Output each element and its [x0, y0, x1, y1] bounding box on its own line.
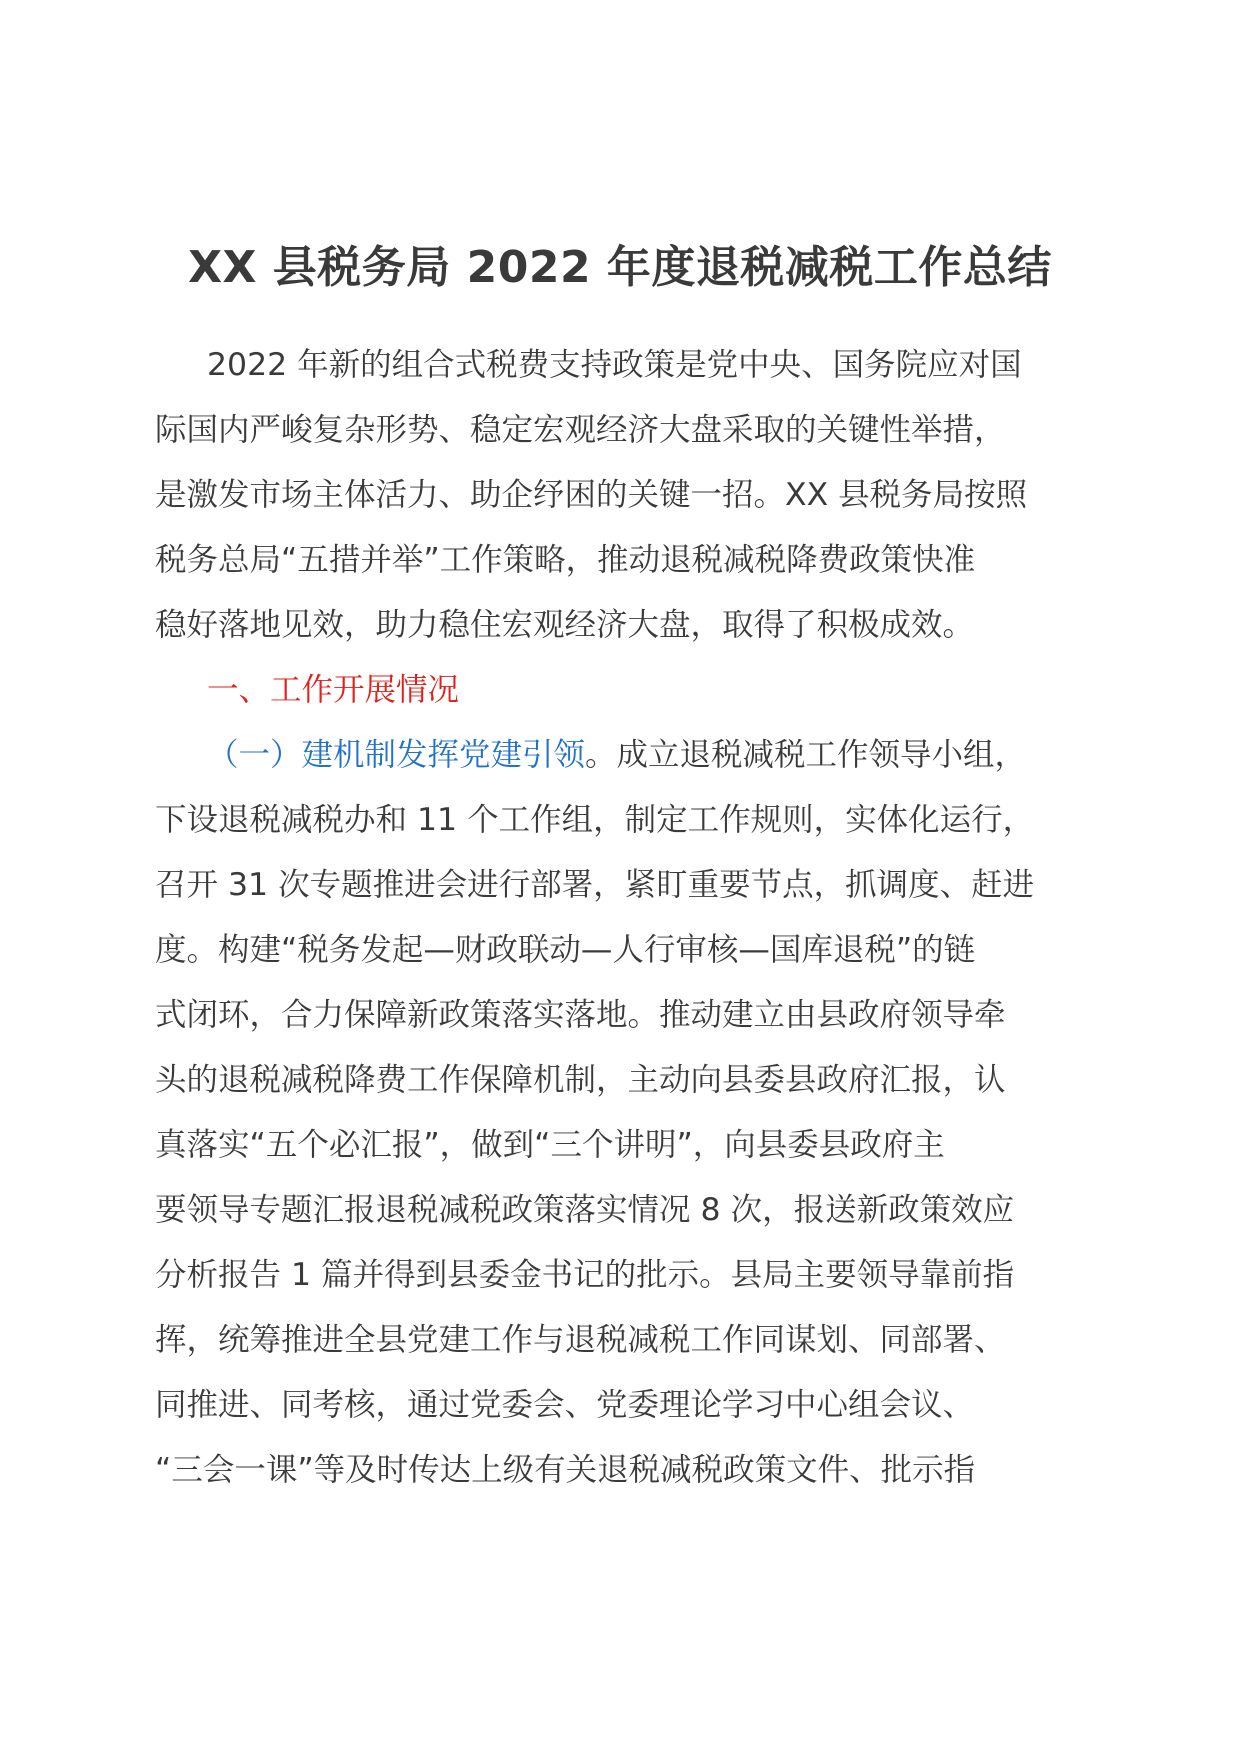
document-title: XX 县税务局 2022 年度退税减税工作总结: [188, 242, 1052, 293]
intro-line: 是激发市场主体活力、助企纾困的关键一招。XX 县税务局按照: [155, 477, 1028, 513]
body-line: 度。构建“税务发起—财政联动—人行审核—国库退税”的链: [155, 932, 976, 968]
body-line: 要领导专题汇报退税减税政策落实情况 8 次，报送新政策效应: [155, 1192, 1015, 1228]
subsection-first-line: [155, 723, 1090, 788]
intro-line: 2022 年新的组合式税费支持政策是党中央、国务院应对国: [207, 347, 1022, 383]
intro-line: 税务总局“五措并举”工作策略，推动退税减税降费政策快准: [155, 542, 976, 578]
subsection-label: （一）建机制发挥党建引领: [207, 737, 586, 773]
body-line: 式闭环，合力保障新政策落实落地。推动建立由县政府领导牵: [155, 997, 1006, 1033]
subsection-first-line-text: 。成立退税减税工作领导小组，: [585, 737, 1027, 773]
body-line: 分析报告 1 篇并得到县委金书记的批示。县局主要领导靠前指: [155, 1257, 1015, 1293]
body-line: 真落实“五个必汇报”，做到“三个讲明”，向县委县政府主: [155, 1127, 945, 1163]
document-body: [155, 333, 1090, 1503]
intro-line: 际国内严峻复杂形势、稳定宏观经济大盘采取的关键性举措，: [155, 412, 1006, 448]
section-heading: 一、工作开展情况: [207, 672, 460, 708]
body-line: 同推进、同考核，通过党委会、党委理论学习中心组会议、: [155, 1387, 975, 1423]
body-line: “三会一课”等及时传达上级有关退税减税政策文件、批示指: [155, 1452, 976, 1488]
body-line: 头的退税减税降费工作保障机制，主动向县委县政府汇报，认: [155, 1062, 1006, 1098]
body-line: 下设退税减税办和 11 个工作组，制定工作规则，实体化运行，: [155, 802, 1035, 838]
intro-line: 稳好落地见效，助力稳住宏观经济大盘，取得了积极成效。: [155, 607, 975, 643]
body-line: 召开 31 次专题推进会进行部署，紧盯重要节点，抓调度、赶进: [155, 867, 1035, 903]
body-line: 挥，统筹推进全县党建工作与退税减税工作同谋划、同部署、: [155, 1322, 1006, 1358]
